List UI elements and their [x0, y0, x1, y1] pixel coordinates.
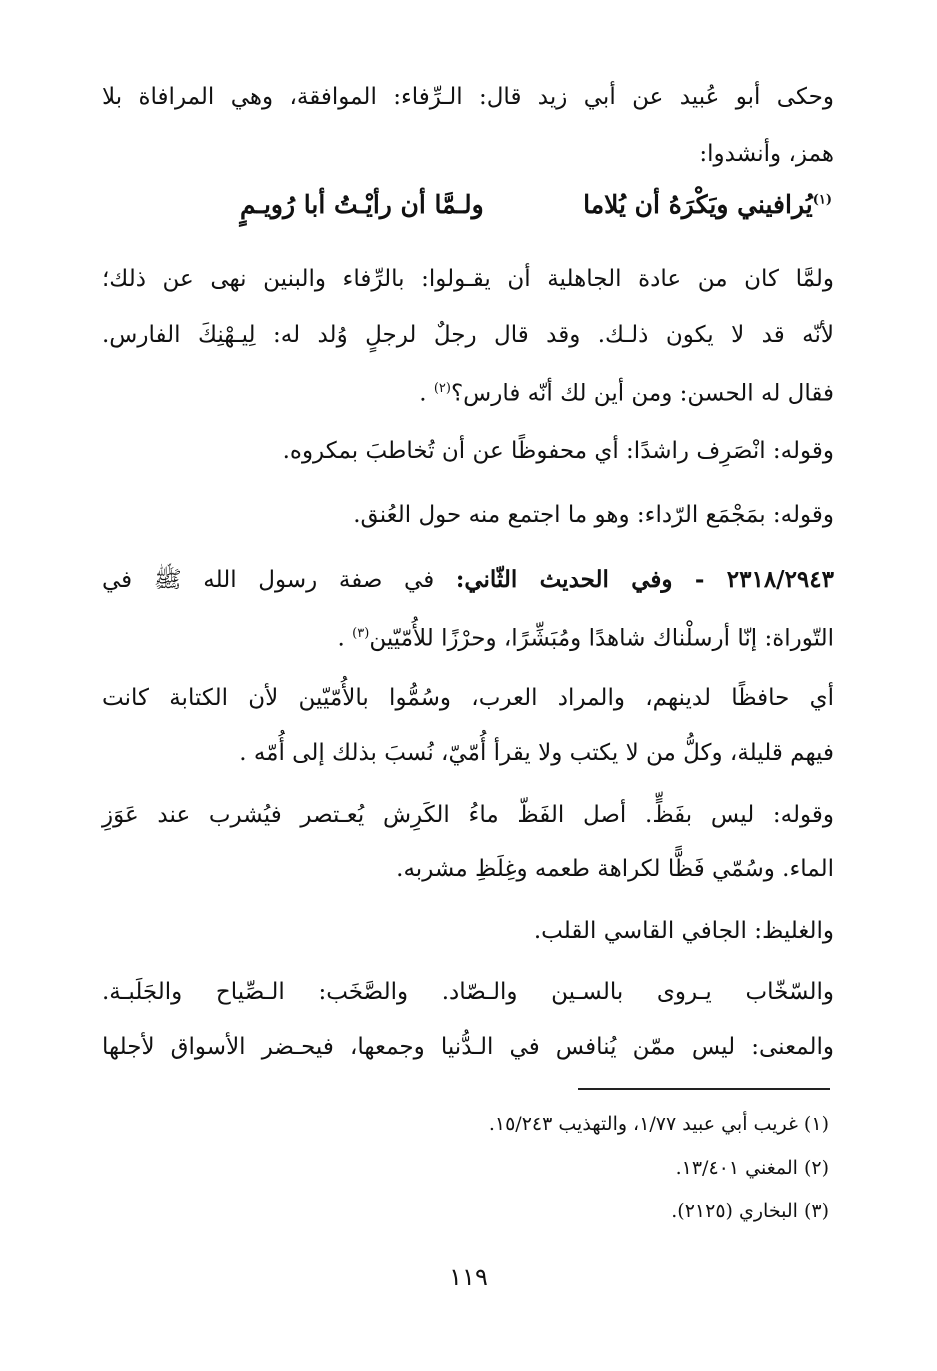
- hadith-line-2-end: .: [337, 625, 353, 652]
- paragraph-5-line-1: أي حافظًا لدينهم، والمراد العرب، وسُمُّوا بالأُمّيّين لأن الكتابة كانت: [102, 685, 834, 711]
- verse-left-hemistich: ولـمَّا أن رأيْـتُ أبا رُويـمٍ: [240, 190, 484, 219]
- paragraph-8-line-1: والسّخّاب يـروى بالسـين والـصّاد. والصَّخَب: الـصِّياح والجَلَبـة.: [102, 979, 834, 1005]
- verse-right-hemistich: [583, 190, 832, 219]
- paragraph-3: وقوله: انْصَرِف راشدًا: أي محفوظًا عن أن تُخاطبَ بمكروه.: [282, 438, 834, 464]
- paragraph-7: والغليظ: الجافي القاسي القلب.: [533, 918, 834, 944]
- hadith-number: ٢٣١٨/٢٩٤٣: [726, 566, 834, 593]
- paragraph-1-line-2: همز، وأنشدوا:: [699, 141, 834, 167]
- footnote-marker-3: (٣): [352, 626, 370, 641]
- hadith-line-1-rest: في صفة رسول الله ﷺ في: [102, 567, 456, 593]
- paragraph-1-line-1: وحكى أبو عُبيد عن أبي زيد قال: الـرِّفاء: الموافقة، وهي المرافاة بلا: [102, 84, 834, 110]
- hadith-heading: - وفي الحديث الثّاني:: [455, 566, 727, 593]
- verse-right-text: يُرافيني ويَكْرَهُ أن يُلاما: [583, 190, 813, 219]
- page-number: ١١٩: [449, 1263, 488, 1291]
- paragraph-2-line-3-text: فقال له الحسن: ومن أين لك أنّه فارس؟: [450, 380, 834, 407]
- paragraph-5-line-2: فيهم قليلة، وكلُّ من لا يكتب ولا يقرأ أُمّيّ، نُسبَ بذلك إلى أُمّه .: [239, 740, 834, 766]
- paragraph-2-line-3: [102, 372, 834, 411]
- verse-right-note: (١): [812, 192, 832, 208]
- footnote-1: (١) غريب أبي عبيد ١/٧٧، والتهذيب ١٥/٢٤٣.: [488, 1113, 829, 1135]
- footnote-marker-2: (٢): [433, 381, 451, 396]
- hadith-line-2-text: التّوراة: إنّا أرسلْناك شاهدًا ومُبَشِّرًا، وحرْزًا للأُمّيّين: [369, 625, 834, 652]
- paragraph-2-line-1: ولمَّا كان من عادة الجاهلية أن يقـولوا: بالرِّفاء والبنين نهى عن ذلك؛: [102, 266, 834, 292]
- hadith-line-1: [102, 563, 834, 597]
- paragraph-6-line-1: وقوله: ليس بفَظٍّ. أصل الفَظّ ماءُ الكَرِش يُعـتصر فيُشرب عند عَوَزِ: [102, 802, 834, 828]
- footnote-separator: [578, 1088, 830, 1090]
- paragraph-2-line-2: لأنّه قد لا يكون ذلـك. وقد قال رجلٌ لرجلٍ وُلد له: لِيـهْنِكَ الفارس.: [102, 322, 834, 348]
- paragraph-8-line-2: والمعنى: ليس ممّن يُنافس في الـدُّنيا وجمعها، فيحـضر الأسواق لأجلها: [102, 1034, 834, 1060]
- footnote-2: (٢) المغني ١٣/٤٠١.: [675, 1157, 829, 1179]
- paragraph-2-line-3-end: .: [419, 380, 434, 407]
- hadith-line-2: [102, 617, 834, 656]
- footnote-3: (٣) البخاري (٢١٢٥).: [671, 1200, 829, 1222]
- paragraph-4: وقوله: بمَجْمَع الرّداء: وهو ما اجتمع منه حول العُنق.: [353, 502, 834, 528]
- paragraph-6-line-2: الماء. وسُمّي فَظًّا لكراهة طعمه وغِلَظِ مشربه.: [396, 856, 834, 882]
